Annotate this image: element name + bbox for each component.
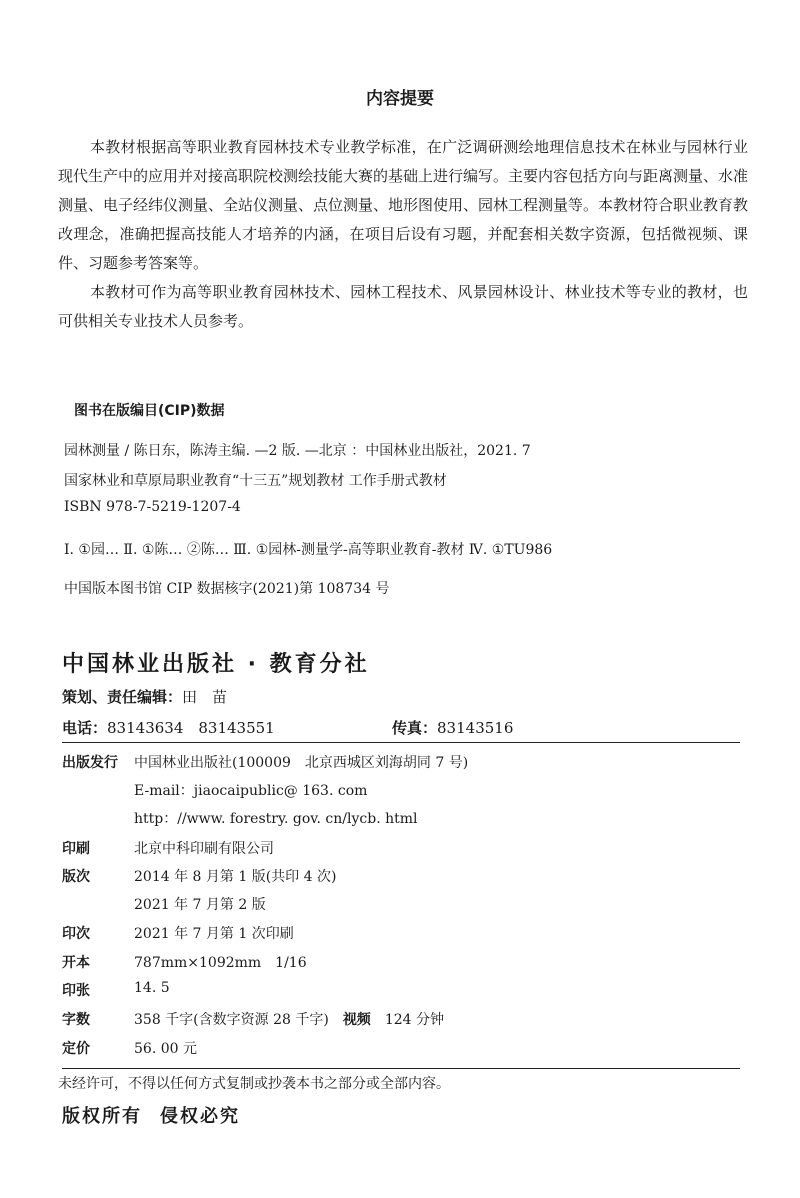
cip-line-series: 国家林业和草原局职业教育“十三五”规划教材 工作手册式教材 [64, 473, 447, 489]
phone-value: 83143634 83143551 [107, 719, 275, 737]
fax-label: 传真： [392, 719, 438, 737]
cip-line-classification: Ⅰ. ①园… Ⅱ. ①陈… ②陈… Ⅲ. ①园林-测量学-高等职业教育-教材 Ⅳ. ①TU986 [64, 542, 553, 558]
divider-bottom [62, 1068, 740, 1069]
fax-line [392, 717, 513, 738]
video-label: 视频 [342, 1012, 371, 1028]
printer-value: 北京中科印刷有限公司 [134, 841, 274, 857]
editor-line [62, 686, 227, 707]
cip-line-isbn: ISBN 978-7-5219-1207-4 [64, 499, 241, 515]
sheets-label: 印张 [62, 983, 90, 999]
summary-paragraph-1-text: 本教材根据高等职业教育园林技术专业教学标准，在广泛调研测绘地理信息技术在林业与园林行业现代生产中的应用并对接高职院校测绘技能大赛的基础上进行编写。主要内容包括方向与距离测量、水准测量、电子经纬仪测量、全站仪测量、点位测量、地形图使用、园林工程测量等。本教材符合职业教育教改理念，准确把握高技能人才培养的内涵，在项目后设有习题，并配套相关数字资源，包括微视频、课件、习题参考答案等。 [58, 138, 749, 272]
format-label: 开本 [62, 955, 90, 971]
format-value: 787mm×1092mm 1/16 [134, 955, 307, 971]
impression-value: 2021 年 7 月第 1 次印刷 [134, 926, 294, 942]
words-label: 字数 [62, 1012, 90, 1028]
edition-value-1: 2014 年 8 月第 1 版(共印 4 次) [134, 869, 337, 885]
cip-line-record-number: 中国版本图书馆 CIP 数据核字(2021)第 108734 号 [64, 581, 390, 597]
publisher-name: 中国林业出版社 · 教育分社 [62, 652, 370, 677]
email-value: E-mail：jiaocaipublic@ 163. com [134, 783, 368, 799]
edition-value-2: 2021 年 7 月第 2 版 [134, 897, 266, 913]
distribution-label: 出版发行 [62, 755, 118, 771]
editor-label: 策划、责任编辑： [62, 688, 183, 706]
cip-heading: 图书在版编目(CIP)数据 [74, 403, 225, 419]
words-value-group [134, 1009, 444, 1029]
cip-line-title: 园林测量 / 陈日东，陈涛主编. —2 版. —北京 ：中国林业出版社，2021. 7 [64, 443, 531, 459]
phone-label: 电话： [62, 719, 108, 737]
editor-value: 田 苗 [182, 688, 228, 706]
video-value: 124 分钟 [384, 1012, 444, 1028]
website-value: http：//www. forestry. gov. cn/lycb. html [134, 811, 418, 827]
distribution-value: 中国林业出版社(100009 北京西城区刘海胡同 7 号) [134, 755, 469, 771]
infringement-notice: 侵权必究 [160, 1106, 240, 1127]
words-value: 358 千字(含数字资源 28 千字) [134, 1012, 329, 1028]
phone-line [62, 717, 275, 738]
impression-label: 印次 [62, 926, 90, 942]
price-value: 56. 00 元 [134, 1041, 197, 1057]
summary-paragraph-2-text: 本教材可作为高等职业教育园林技术、园林工程技术、风景园林设计、林业技术等专业的教材，也可供相关专业技术人员参考。 [58, 283, 748, 330]
edition-label: 版次 [62, 869, 90, 885]
rights-line [62, 1102, 240, 1128]
price-label: 定价 [62, 1041, 90, 1057]
summary-title: 内容提要 [366, 89, 434, 109]
sheets-value: 14. 5 [134, 980, 170, 996]
rights-reserved: 版权所有 [62, 1106, 142, 1127]
summary-paragraph-1 [58, 133, 748, 278]
printer-label: 印刷 [62, 841, 90, 857]
copyright-notice: 未经许可，不得以任何方式复制或抄袭本书之部分或全部内容。 [58, 1076, 450, 1092]
fax-value: 83143516 [437, 719, 514, 737]
summary-paragraph-2 [58, 278, 748, 336]
divider-top [62, 742, 740, 743]
